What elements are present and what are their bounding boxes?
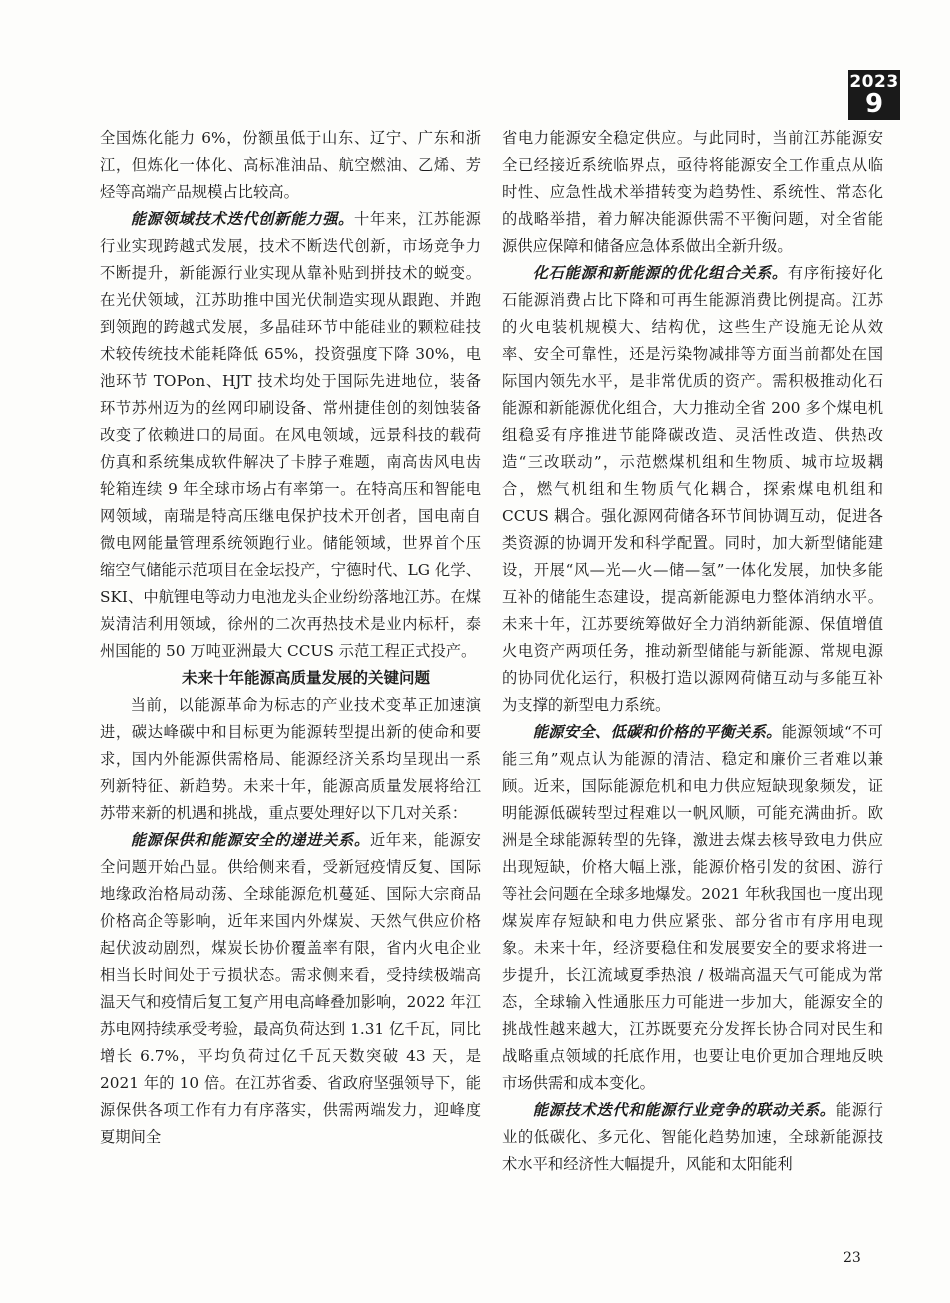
- paragraph-body: 近年来，能源安全问题开始凸显。供给侧来看，受新冠疫情反复、国际地缘政治格局动荡、全球能源危机蔓延、国际大宗商品价格高企等影响，近年来国内外煤炭、天然气供应价格起伏波动剧烈，煤炭长协价覆盖率有限，省内火电企业相当长时间处于亏损状态。需求侧来看，受持续极端高温天气和疫情后复工复产用电高峰叠加影响，2022 年江苏电网持续承受考验，最高负荷达到 1.31 亿千瓦，同比增长 6.7%，平均负荷过亿千瓦天数突破 43 天，是 2021 年的 10 倍。在江苏省委、省政府坚强领导下，能源保供各项工作有力有序落实，供需两端发力，迎峰度夏期间全: [100, 831, 481, 1146]
- left-column: [100, 125, 481, 1151]
- paragraph: 当前，以能源革命为标志的产业技术变革正加速演进，碳达峰碳中和目标更为能源转型提出新的使命和要求，国内外能源供需格局、能源经济关系均呈现出一系列新特征、新趋势。未来十年，能源高质量发展将给江苏带来新的机遇和挑战，重点要处理好以下几对关系：: [100, 696, 481, 822]
- paragraph-body: 十年来，江苏能源行业实现跨越式发展，技术不断迭代创新，市场竞争力不断提升，新能源行业实现从靠补贴到拼技术的蜕变。在光伏领域，江苏助推中国光伏制造实现从跟跑、并跑到领跑的跨越式发展，多晶硅环节中能硅业的颗粒硅技术较传统技术能耗降低 65%，投资强度下降 30%，电池环节 TOPon、HJT 技术均处于国际先进地位，装备环节苏州迈为的丝网印刷设备、常州捷佳创的刻蚀装备改变了依赖进口的局面。在风电领域，远景科技的载荷仿真和系统集成软件解决了卡脖子难题，南高齿风电齿轮箱连续 9 年全球市场占有率第一。在特高压和智能电网领域，南瑞是特高压继电保护技术开创者，国电南自微电网能量管理系统领跑行业。储能领域，世界首个压缩空气储能示范项目在金坛投产，宁德时代、LG 化学、SKI、中航锂电等动力电池龙头企业纷纷落地江苏。在煤炭清洁利用领域，徐州的二次再热技术是业内标杆，泰州国能的 50 万吨亚洲最大 CCUS 示范工程正式投产。: [100, 210, 481, 660]
- paragraph: 全国炼化能力 6%，份额虽低于山东、辽宁、广东和浙江，但炼化一体化、高标准油品、航空燃油、乙烯、芳烃等高端产品规模占比较高。: [100, 129, 481, 201]
- paragraph: [502, 719, 883, 1097]
- paragraph: [100, 827, 481, 1151]
- right-column: [502, 125, 883, 1178]
- paragraph-lead: 化石能源和新能源的优化组合关系。: [532, 264, 788, 282]
- issue-number: 9: [864, 89, 884, 119]
- paragraph-lead: 能源保供和能源安全的递进关系。: [130, 831, 370, 849]
- paragraph-body: 能源行业的低碳化、多元化、智能化趋势加速，全球新能源技术水平和经济性大幅提升，风能和太阳能利: [502, 1101, 883, 1173]
- paragraph-body: 有序衔接好化石能源消费占比下降和可再生能源消费比例提高。江苏的火电装机规模大、结构优，这些生产设施无论从效率、安全可靠性，还是污染物减排等方面当前都处在国际国内领先水平，是非常优质的资产。需积极推动化石能源和新能源优化组合，大力推动全省 200 多个煤电机组稳妥有序推进节能降碳改造、灵活性改造、供热改造“三改联动”，示范燃煤机组和生物质、城市垃圾耦合，燃气机组和生物质气化耦合，探索煤电机组和 CCUS 耦合。强化源网荷储各环节间协调互动，促进各类资源的协调开发和科学配置。同时，加大新型储能建设，开展“风—光—火—储—氢”一体化发展，加快多能互补的储能生态建设，提高新能源电力整体消纳水平。未来十年，江苏要统筹做好全力消纳新能源、保值增值火电资产两项任务，推动新型储能与新能源、常规电源的协同优化运行，积极打造以源网荷储互动与多能互补为支撑的新型电力系统。: [502, 264, 883, 714]
- section-title: 未来十年能源高质量发展的关键问题: [181, 669, 430, 687]
- page-number: 23: [843, 1250, 861, 1266]
- paragraph: [502, 260, 883, 719]
- paragraph: 省电力能源安全稳定供应。与此同时，当前江苏能源安全已经接近系统临界点，亟待将能源安全工作重点从临时性、应急性战术举措转变为趋势性、系统性、常态化的战略举措，着力解决能源供需不平衡问题，对全省能源供应保障和储备应急体系做出全新升级。: [502, 129, 883, 255]
- paragraph-body: 能源领域“不可能三角”观点认为能源的清洁、稳定和廉价三者难以兼顾。近来，国际能源危机和电力供应短缺现象频发，证明能源低碳转型过程难以一帆风顺，可能充满曲折。欧洲是全球能源转型的先锋，激进去煤去核导致电力供应出现短缺，价格大幅上涨，能源价格引发的贫困、游行等社会问题在全球多地爆发。2021 年秋我国也一度出现煤炭库存短缺和电力供应紧张、部分省市有序用电现象。未来十年，经济要稳住和发展要安全的要求将进一步提升，长江流域夏季热浪 / 极端高温天气可能成为常态，全球输入性通胀压力可能进一步加大，能源安全的挑战性越来越大，江苏既要充分发挥长协合同对民生和战略重点领域的托底作用，也要让电价更加合理地反映市场供需和成本变化。: [502, 723, 883, 1092]
- issue-year: 2023: [849, 72, 899, 92]
- paragraph-lead: 能源技术迭代和能源行业竞争的联动关系。: [532, 1101, 836, 1119]
- paragraph: [100, 206, 481, 665]
- paragraph-lead: 能源安全、低碳和价格的平衡关系。: [532, 723, 782, 741]
- issue-badge: [848, 70, 900, 120]
- paragraph-lead: 能源领域技术迭代创新能力强。: [130, 210, 354, 228]
- paragraph: [502, 1097, 883, 1178]
